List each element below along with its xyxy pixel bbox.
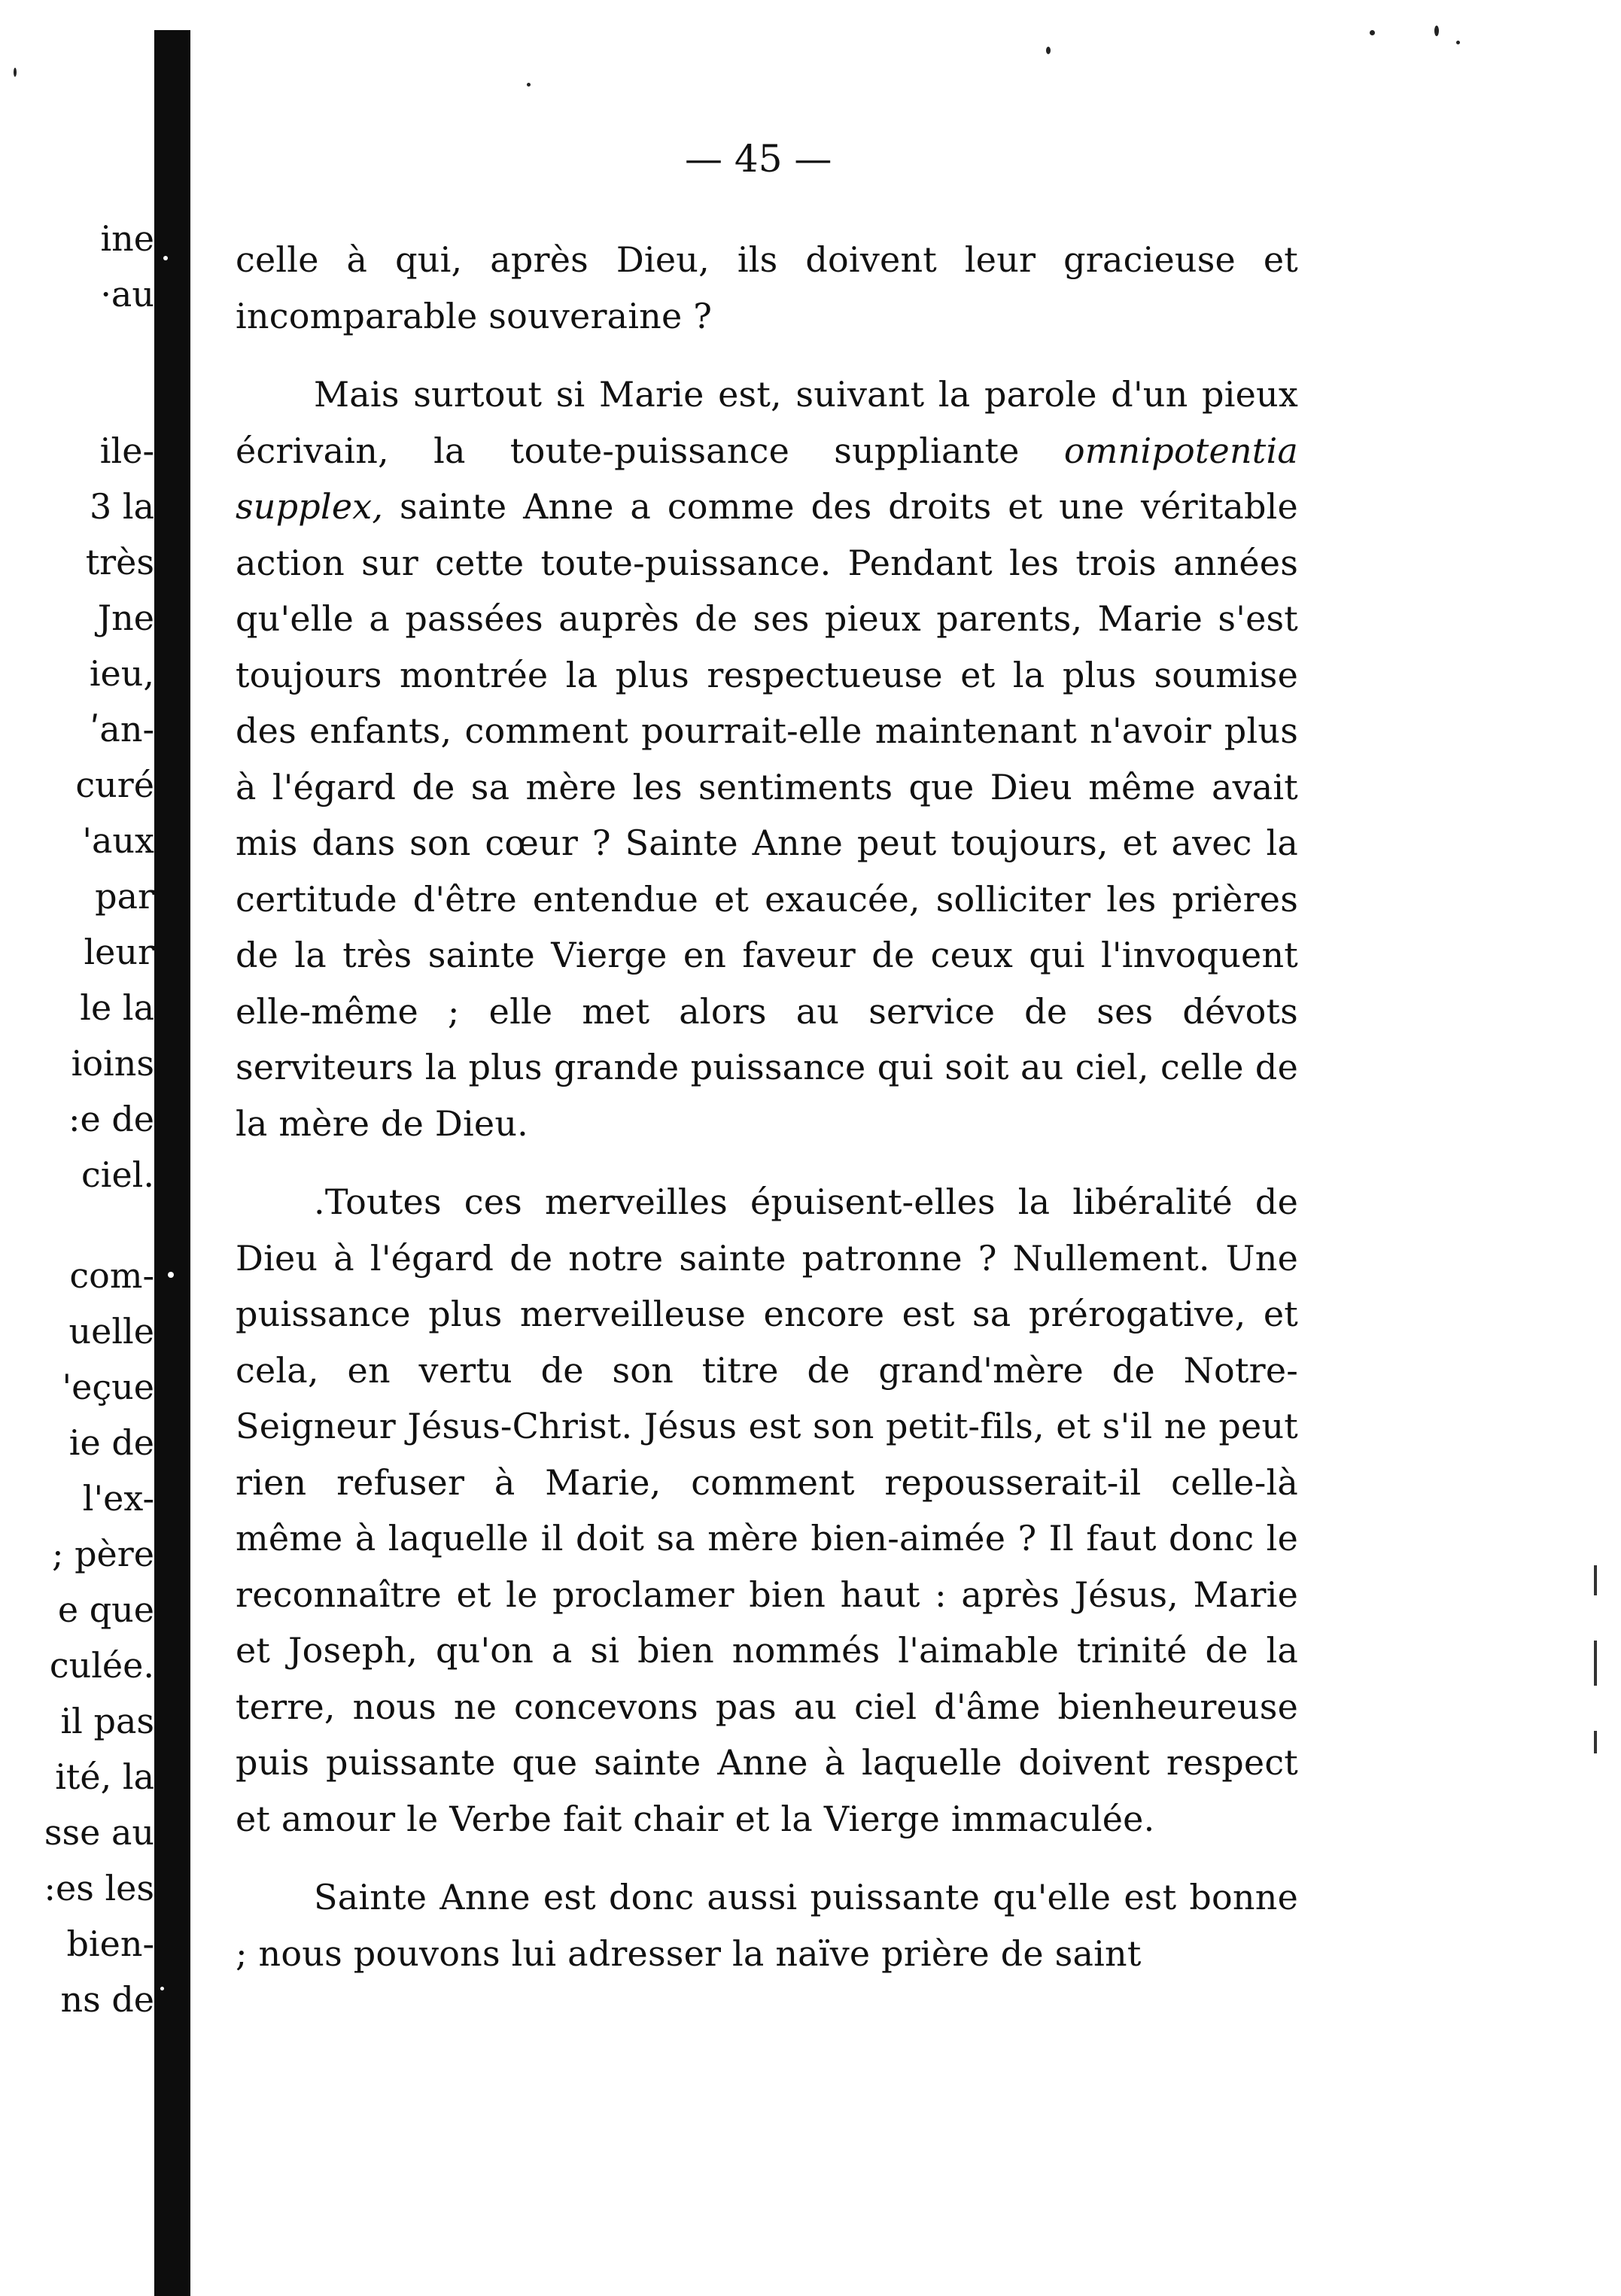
latin-phrase: omnipotentia supplex,	[236, 430, 1298, 527]
facing-page-line: ʹan-	[90, 709, 154, 750]
paragraph-1	[236, 232, 1298, 344]
paragraph-3	[236, 1174, 1298, 1847]
facing-page-line: par	[95, 876, 154, 917]
facing-page-line: Jne	[97, 598, 154, 638]
facing-page-line: ieu,	[89, 653, 154, 694]
facing-page-line: e que	[57, 1589, 154, 1630]
paragraph-4-text: Sainte Anne est donc aussi puissante qu'elle est bonne ; nous pouvons lui adresser la naïve prière de saint	[236, 1877, 1298, 1974]
gutter-speck	[160, 1987, 164, 1990]
paragraph-2-text-end: sainte Anne a comme des droits et une véritable action sur cette toute-puissance. Pendant les trois années qu'elle a passées auprès de ses pieux parents, Marie s'est toujours montrée la plus respectueuse et la plus soumise des enfants, comment pourrait-elle maintenant n'avoir plus à l'égard de sa mère les sentiments que Dieu même avait mis dans son cœur ? Sainte Anne peut toujours, et avec la certitude d'être entendue et exaucée, solliciter les prières de la très sainte Vierge en faveur de ceux qui l'invoquent elle-même ; elle met alors au service de ses dévots serviteurs la plus grande puissance qui soit au ciel, celle de la mère de Dieu.	[236, 486, 1298, 1144]
facing-page-line: très	[85, 542, 154, 582]
paragraph-4	[236, 1869, 1298, 1981]
facing-page-line	[0, 322, 154, 378]
facing-page-line: ciel.	[81, 1154, 154, 1195]
edge-mark	[1594, 1641, 1597, 1686]
facing-page-line: ile-	[99, 430, 154, 471]
scan-speck	[1434, 26, 1439, 36]
facing-page-line: ité, la	[55, 1756, 154, 1797]
facing-page-line: ioins	[71, 1043, 154, 1084]
scan-speck	[14, 68, 17, 77]
page-body	[236, 232, 1298, 1981]
gutter-speck	[168, 1272, 174, 1278]
facing-page-line: uelle	[68, 1311, 154, 1352]
facing-page-line: sse au	[44, 1812, 154, 1853]
facing-page-fragment	[0, 211, 154, 2027]
paragraph-1-text: celle à qui, après Dieu, ils doivent leur gracieuse et incomparable souveraine ?	[236, 239, 1298, 336]
facing-page-line: il pas	[60, 1701, 154, 1741]
gutter-speck	[163, 256, 168, 260]
facing-page-line: 'aux	[82, 820, 154, 861]
page-number: — 45 —	[685, 137, 832, 181]
facing-page-line: :es les	[44, 1868, 154, 1908]
facing-page-line: l'ex-	[82, 1478, 154, 1519]
paragraph-2	[236, 366, 1298, 1151]
facing-page-line: leur	[84, 932, 154, 972]
facing-page-line: ine	[100, 218, 154, 259]
paragraph-2-text-start: Mais surtout si Marie est, suivant la parole d'un pieux écrivain, la toute-puissance suppliante	[236, 374, 1298, 471]
scan-speck	[1456, 41, 1460, 44]
paragraph-3-text: .Toutes ces merveilles épuisent-elles la libéralité de Dieu à l'égard de notre sainte patronne ? Nullement. Une puissance plus merveilleuse encore est sa prérogative, et cela, en vertu de son titre de grand'mère de Notre-Seigneur Jésus-Christ. Jésus est son petit-fils, et s'il ne peut rien refuser à Marie, comment repousserait-il celle-là même à laquelle il doit sa mère bien-aimée ? Il faut donc le reconnaître et le proclamer bien haut : après Jésus, Marie et Joseph, qu'on a si bien nommés l'aimable trinité de la terre, nous ne concevons pas au ciel d'âme bienheureuse puis puissante que sainte Anne à laquelle doivent respect et amour le Verbe fait chair et la Vierge immaculée.	[236, 1181, 1298, 1839]
facing-page-line: com-	[69, 1255, 154, 1296]
scan-speck	[1370, 30, 1375, 35]
facing-page-line: curé	[75, 765, 154, 805]
facing-page-line: ns de	[60, 1979, 154, 2020]
scan-speck	[1046, 47, 1051, 54]
binding-gutter	[154, 30, 190, 2296]
facing-page-line: 'eçue	[62, 1367, 154, 1407]
facing-page-line: culée.	[49, 1645, 154, 1686]
facing-page-line: le la	[80, 987, 154, 1028]
facing-page-line: bien-	[66, 1923, 154, 1964]
facing-page-line: ; père	[51, 1534, 154, 1574]
facing-page-line: ·au	[100, 274, 154, 315]
facing-page-line: 3 la	[89, 486, 154, 527]
edge-mark	[1594, 1565, 1597, 1595]
edge-mark	[1594, 1731, 1597, 1753]
facing-page-line: :e de	[68, 1099, 154, 1139]
facing-page-line: ie de	[68, 1422, 154, 1463]
scan-speck	[527, 83, 531, 87]
